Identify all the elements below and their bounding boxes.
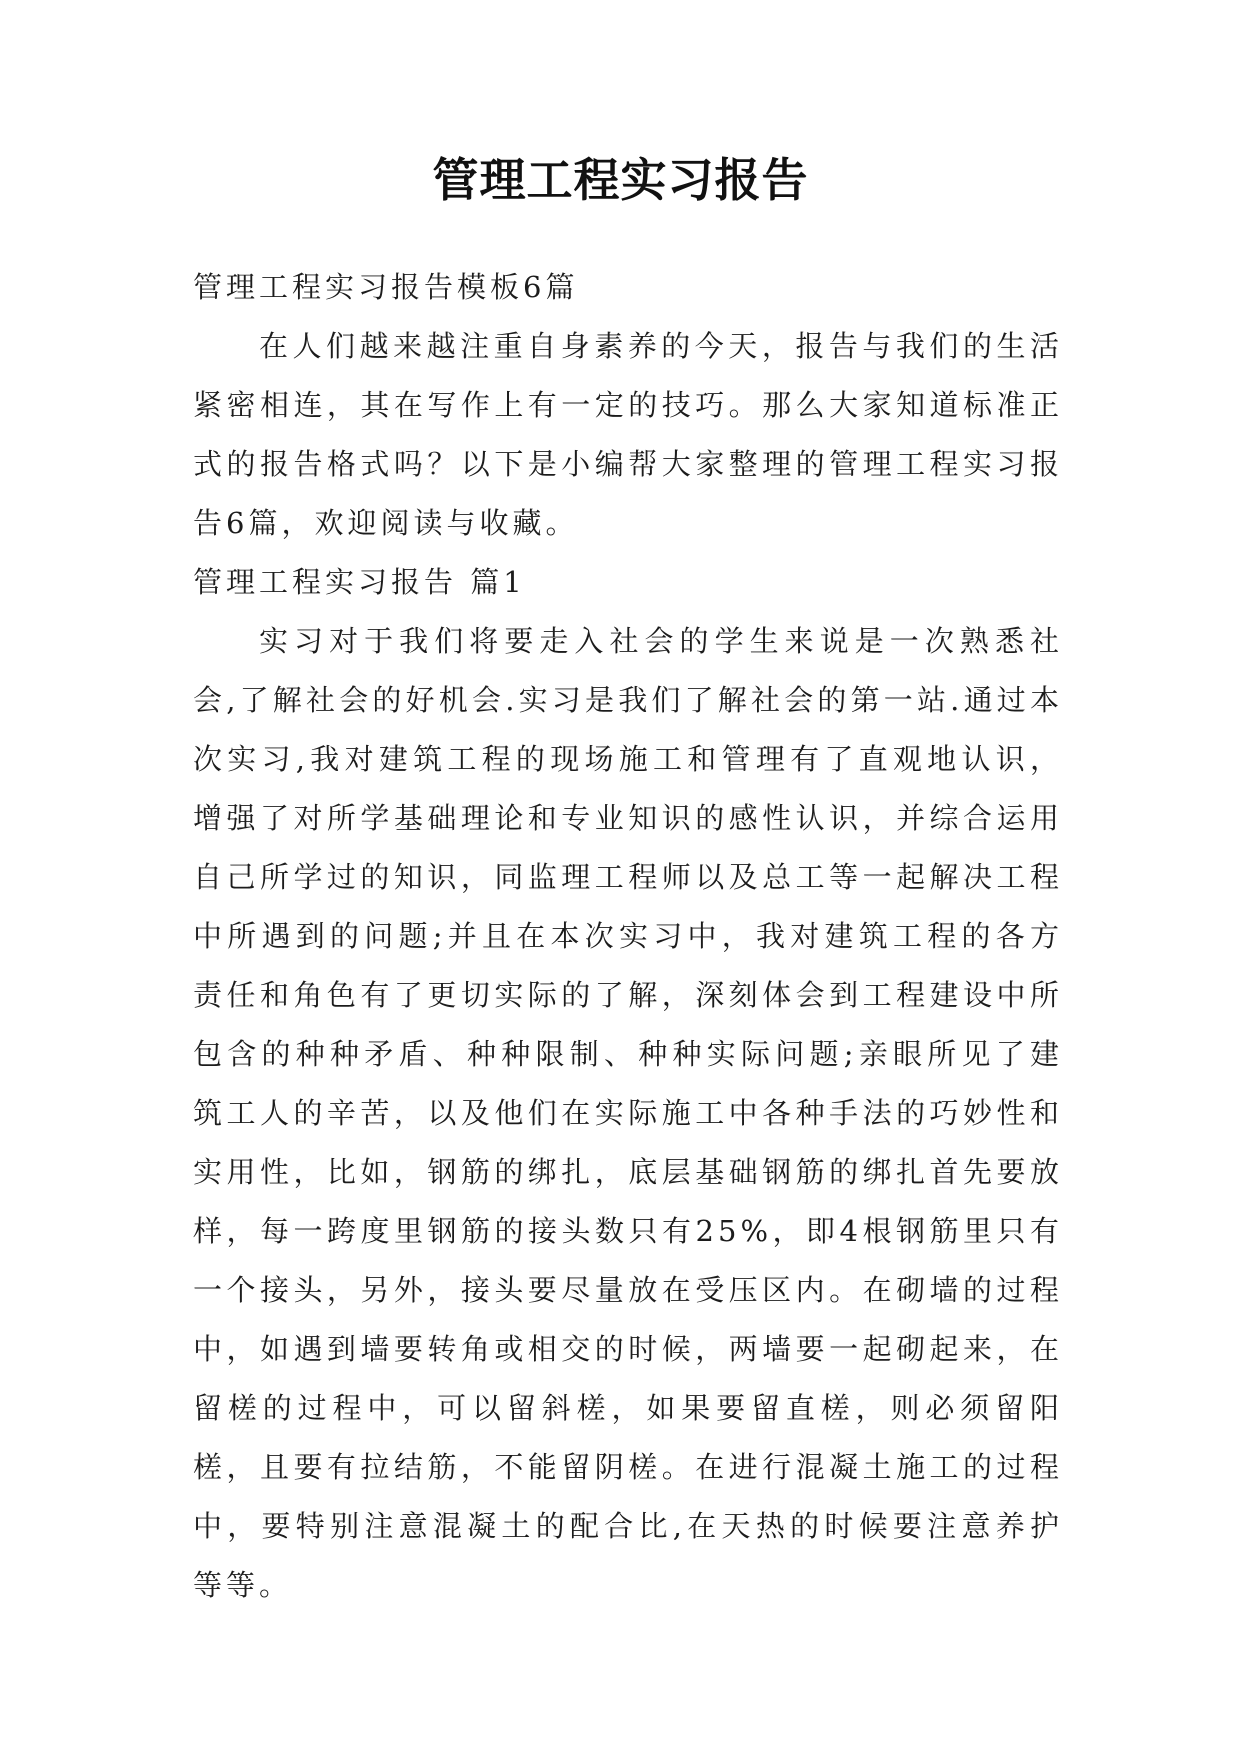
document-subtitle: 管理工程实习报告模板6篇 bbox=[193, 270, 579, 304]
section-paragraph: 实习对于我们将要走入社会的学生来说是一次熟悉社会,了解社会的好机会.实习是我们了解社会的第一站.通过本次实习,我对建筑工程的现场施工和管理有了直观地认识，增强了对所学基础理论和专业知识的感性认识，并综合运用自己所学过的知识，同监理工程师以及总工等一起解决工程中所遇到的问题;并且在本次实习中，我对建筑工程的各方责任和角色有了更切实际的了解，深刻体会到工程建设中所包含的种种矛盾、种种限制、种种实际问题;亲眼所见了建筑工人的辛苦，以及他们在实际施工中各种手法的巧妙性和实用性，比如，钢筋的绑扎，底层基础钢筋的绑扎首先要放样，每一跨度里钢筋的接头数只有25%，即4根钢筋里只有一个接头，另外，接头要尽量放在受压区内。在砌墙的过程中，如遇到墙要转角或相交的时候，两墙要一起砌起来，在留槎的过程中，可以留斜槎，如果要留直槎，则必须留阳槎，且要有拉结筋，不能留阴槎。在进行混凝土施工的过程中，要特别注意混凝土的配合比,在天热的时候要注意养护等等。 bbox=[193, 624, 1063, 1602]
document-body bbox=[193, 258, 1063, 1615]
section-heading: 管理工程实习报告 篇1 bbox=[193, 565, 526, 599]
intro-paragraph: 在人们越来越注重自身素养的今天，报告与我们的生活紧密相连，其在写作上有一定的技巧。那么大家知道标准正式的报告格式吗？以下是小编帮大家整理的管理工程实习报告6篇，欢迎阅读与收藏。 bbox=[193, 329, 1063, 540]
document-title: 管理工程实习报告 bbox=[432, 153, 809, 207]
